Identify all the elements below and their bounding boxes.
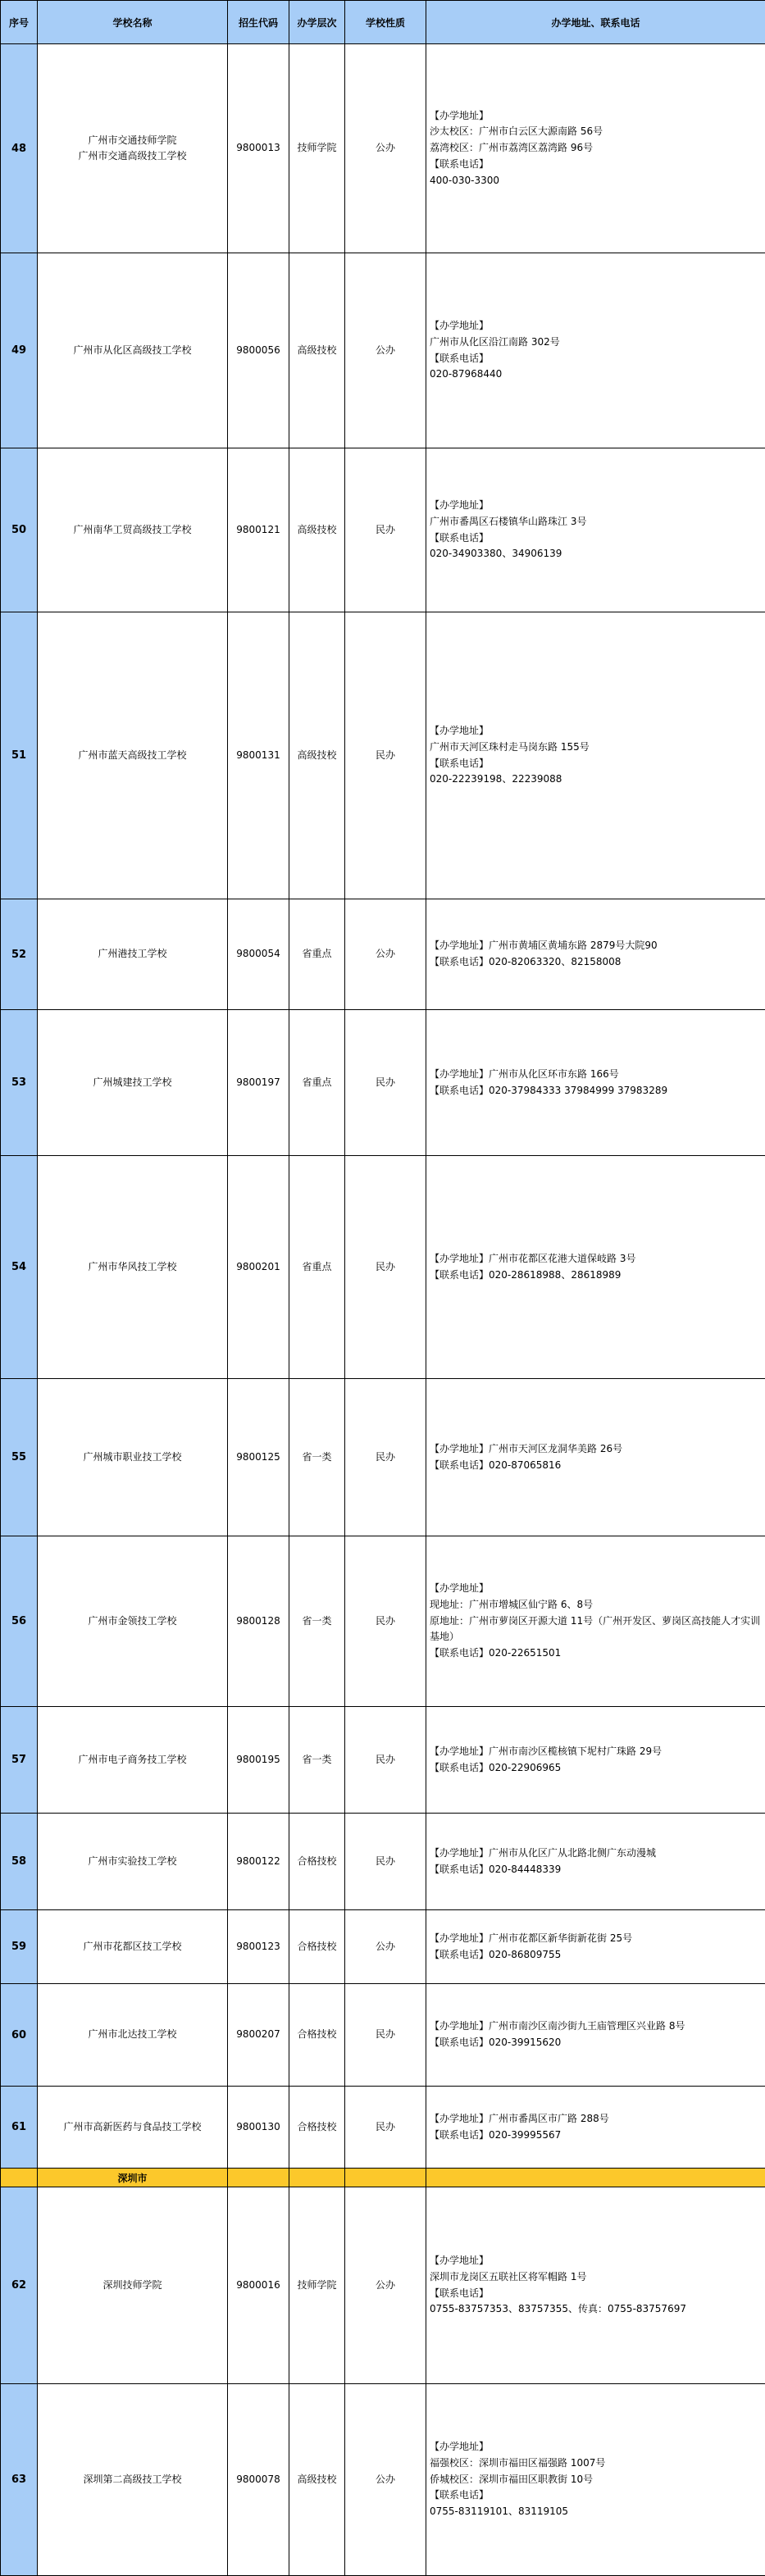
school-level: 合格技校 [289,2087,345,2169]
header-name: 学校名称 [38,1,228,44]
row-number: 63 [1,2384,38,2576]
header-code: 招生代码 [228,1,289,44]
school-name: 广州市华风技工学校 [38,1259,227,1275]
school-level: 省重点 [289,1156,345,1379]
table-row [1,1156,765,1379]
row-number: 62 [1,2187,38,2384]
school-name-cell [38,1010,228,1156]
city-section [1,2169,765,2187]
address-phone: 【办学地址】 现地址：广州市增城区仙宁路 6、8号 原地址：广州市萝岗区开源大道 11号（广州开发区、萝岗区高技能人才实训基地） 【联系电话】020-22651501 [426,1536,765,1707]
school-name: 广州市花都区技工学校 [38,1939,227,1955]
row-number: 52 [1,899,38,1010]
school-type: 民办 [345,2087,426,2169]
school-type: 公办 [345,44,426,253]
address-phone: 【办学地址】 沙太校区：广州市白云区大源南路 56号 荔湾校区：广州市荔湾区荔湾路 96号 【联系电话】 400-030-3300 [426,44,765,253]
table-row [1,1010,765,1156]
table-row [1,2384,765,2576]
school-name-cell [38,1910,228,1984]
address-phone: 【办学地址】 福强校区：深圳市福田区福强路 1007号 侨城校区：深圳市福田区职教街 10号 【联系电话】 0755-83119101、83119105 [426,2384,765,2576]
school-name-cell [38,1707,228,1814]
table-row [1,448,765,612]
row-number: 60 [1,1984,38,2087]
enrollment-code: 9800122 [228,1814,289,1910]
enrollment-code: 9800013 [228,44,289,253]
school-level: 合格技校 [289,1814,345,1910]
school-name: 广州市金领技工学校 [38,1613,227,1629]
school-type: 民办 [345,1156,426,1379]
school-name-cell [38,899,228,1010]
enrollment-code: 9800121 [228,448,289,612]
address-phone: 【办学地址】 广州市番禺区石楼镇华山路珠江 3号 【联系电话】 020-34903380、34906139 [426,448,765,612]
address-phone: 【办学地址】 深圳市龙岗区五联社区将军帽路 1号 【联系电话】 0755-83757353、83757355、传真：0755-83757697 [426,2187,765,2384]
enrollment-code: 9800125 [228,1379,289,1536]
row-number: 61 [1,2087,38,2169]
school-name: 广州市交通高级技工学校 [38,148,227,164]
school-name-cell [38,448,228,612]
school-name: 深圳第二高级技工学校 [38,2472,227,2487]
school-level: 省重点 [289,1010,345,1156]
school-name-cell [38,44,228,253]
school-name-cell [38,2187,228,2384]
school-name-cell [38,2384,228,2576]
header-row [1,1,765,44]
school-type: 民办 [345,1707,426,1814]
address-phone: 【办学地址】广州市南沙区榄核镇下坭村广珠路 29号 【联系电话】020-22906965 [426,1707,765,1814]
row-number: 58 [1,1814,38,1910]
guangzhou-rows [1,44,765,2169]
school-type: 民办 [345,612,426,899]
table-row [1,2087,765,2169]
enrollment-code: 9800128 [228,1536,289,1707]
table-row [1,1910,765,1984]
school-name: 广州市电子商务技工学校 [38,1752,227,1768]
enrollment-code: 9800201 [228,1156,289,1379]
school-type: 公办 [345,1910,426,1984]
row-number: 50 [1,448,38,612]
enrollment-code: 9800078 [228,2384,289,2576]
school-type: 民办 [345,1010,426,1156]
table-row [1,253,765,448]
enrollment-code: 9800056 [228,253,289,448]
address-phone: 【办学地址】广州市从化区广从北路北侧广东动漫城 【联系电话】020-84448339 [426,1814,765,1910]
header-address-phone: 办学地址、联系电话 [426,1,765,44]
school-name: 广州市交通技师学院 [38,133,227,148]
school-name: 广州市蓝天高级技工学校 [38,748,227,763]
school-name-cell [38,2087,228,2169]
school-level: 省一类 [289,1536,345,1707]
school-type: 公办 [345,2384,426,2576]
school-level: 合格技校 [289,1984,345,2087]
enrollment-code: 9800054 [228,899,289,1010]
address-phone: 【办学地址】广州市从化区环市东路 166号 【联系电话】020-37984333 37984999 37983289 [426,1010,765,1156]
address-phone: 【办学地址】广州市花都区花港大道保岐路 3号 【联系电话】020-28618988、28618989 [426,1156,765,1379]
school-type: 公办 [345,899,426,1010]
school-type: 民办 [345,1984,426,2087]
address-phone: 【办学地址】 广州市从化区沿江南路 302号 【联系电话】 020-87968440 [426,253,765,448]
school-name: 广州南华工贸高级技工学校 [38,522,227,538]
table-row [1,1984,765,2087]
row-number: 57 [1,1707,38,1814]
header-type: 学校性质 [345,1,426,44]
school-name-cell [38,1379,228,1536]
enrollment-code: 9800016 [228,2187,289,2384]
school-name-cell [38,1984,228,2087]
school-name-cell [38,253,228,448]
table-row [1,44,765,253]
row-number: 48 [1,44,38,253]
school-name: 广州市从化区高级技工学校 [38,343,227,358]
header-no: 序号 [1,1,38,44]
enrollment-code: 9800130 [228,2087,289,2169]
enrollment-code: 9800195 [228,1707,289,1814]
school-level: 合格技校 [289,1910,345,1984]
school-name: 广州市北达技工学校 [38,2027,227,2042]
header-level: 办学层次 [289,1,345,44]
row-number: 53 [1,1010,38,1156]
address-phone: 【办学地址】广州市南沙区南沙街九王庙管理区兴业路 8号 【联系电话】020-39915620 [426,1984,765,2087]
school-name-cell [38,1814,228,1910]
address-phone: 【办学地址】广州市黄埔区黄埔东路 2879号大院90 【联系电话】020-82063320、82158008 [426,899,765,1010]
table-row [1,2187,765,2384]
school-type: 民办 [345,1536,426,1707]
school-level: 省重点 [289,899,345,1010]
city-row [1,2169,765,2187]
school-level: 高级技校 [289,448,345,612]
city-label: 深圳市 [38,2169,228,2187]
school-name-cell [38,1156,228,1379]
enrollment-code: 9800197 [228,1010,289,1156]
enrollment-code: 9800131 [228,612,289,899]
table-row [1,1707,765,1814]
table-row [1,612,765,899]
table-row [1,1536,765,1707]
school-level: 高级技校 [289,612,345,899]
address-phone: 【办学地址】广州市花都区新华街新花街 25号 【联系电话】020-86809755 [426,1910,765,1984]
table-row [1,899,765,1010]
address-phone: 【办学地址】 广州市天河区珠村走马岗东路 155号 【联系电话】 020-22239198、22239088 [426,612,765,899]
school-name-cell [38,1536,228,1707]
school-level: 技师学院 [289,2187,345,2384]
school-type: 民办 [345,448,426,612]
school-level: 省一类 [289,1707,345,1814]
address-phone: 【办学地址】广州市番禺区市广路 288号 【联系电话】020-39995567 [426,2087,765,2169]
school-name: 广州港技工学校 [38,946,227,962]
enrollment-code: 9800123 [228,1910,289,1984]
row-number: 59 [1,1910,38,1984]
school-type: 民办 [345,1814,426,1910]
school-type: 民办 [345,1379,426,1536]
school-type: 公办 [345,2187,426,2384]
enrollment-code: 9800207 [228,1984,289,2087]
table-row [1,1379,765,1536]
school-level: 省一类 [289,1379,345,1536]
shenzhen-rows [1,2187,765,2576]
school-level: 高级技校 [289,253,345,448]
school-name: 广州市高新医药与食品技工学校 [38,2119,227,2135]
school-name-cell [38,612,228,899]
school-name: 广州城市职业技工学校 [38,1450,227,1465]
school-type: 公办 [345,253,426,448]
school-name: 广州城建技工学校 [38,1075,227,1090]
school-name: 深圳技师学院 [38,2278,227,2293]
table-row [1,1814,765,1910]
row-number: 51 [1,612,38,899]
address-phone: 【办学地址】广州市天河区龙洞华美路 26号 【联系电话】020-87065816 [426,1379,765,1536]
school-name: 广州市实验技工学校 [38,1854,227,1869]
row-number: 55 [1,1379,38,1536]
school-level: 高级技校 [289,2384,345,2576]
row-number: 49 [1,253,38,448]
school-level: 技师学院 [289,44,345,253]
row-number: 54 [1,1156,38,1379]
row-number: 56 [1,1536,38,1707]
